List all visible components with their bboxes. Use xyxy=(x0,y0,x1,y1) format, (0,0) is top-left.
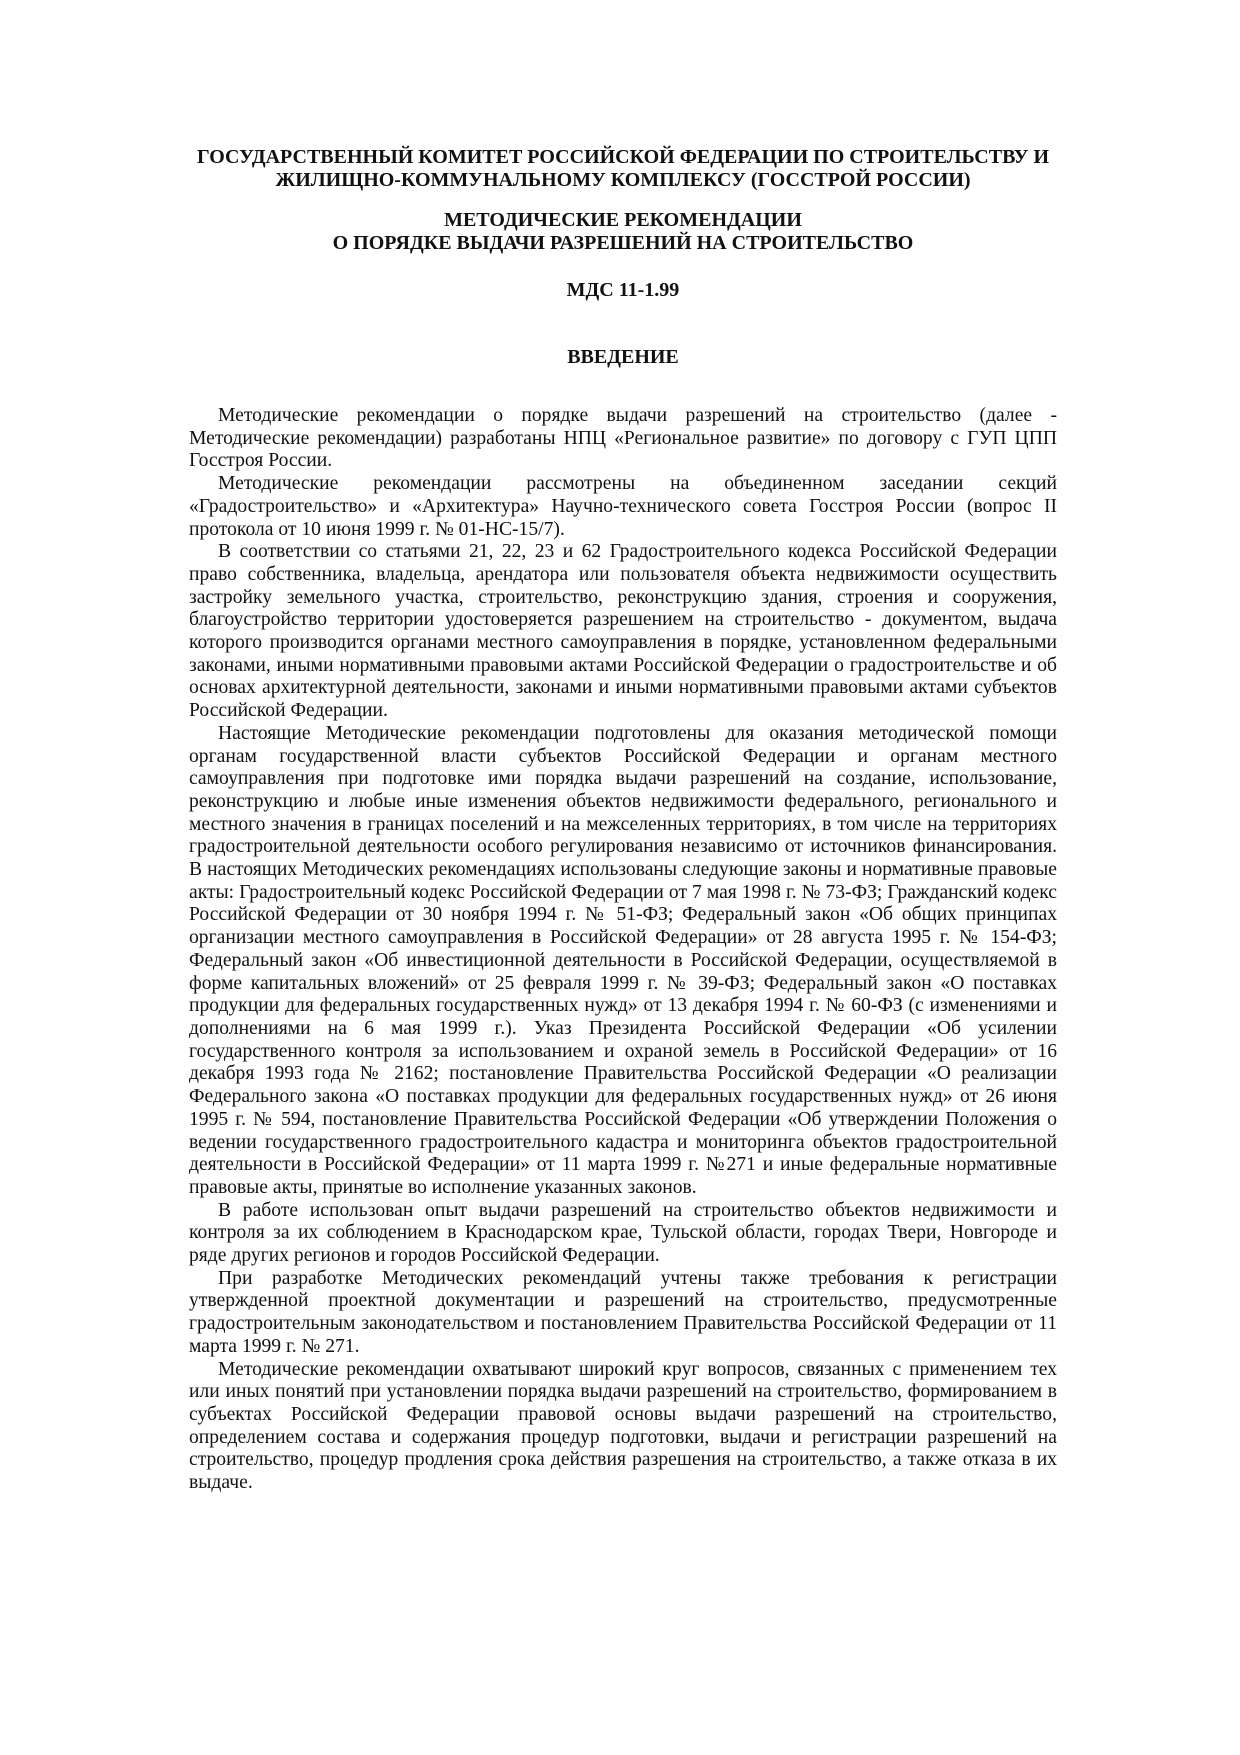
paragraph: В работе использован опыт выдачи разрешений на строительство объектов недвижимости и контроля за их соблюдением в Краснодарском крае, Тульской области, городах Твери, Новгороде и ряде других регионов и городов Российской Федерации. xyxy=(189,1199,1057,1267)
paragraph: Методические рекомендации рассмотрены на объединенном заседании секций «Градостроительство» и «Архитектура» Научно-технического совета Госстроя России (вопрос II протокола от 10 июня 1999 г. № 01-НС-15/7). xyxy=(189,473,1057,540)
introduction-body xyxy=(189,405,1057,1495)
section-heading-introduction: ВВЕДЕНИЕ xyxy=(567,346,679,368)
paragraph: Методические рекомендации о порядке выдачи разрешений на строительство (далее - Методические рекомендации) разработаны НПЦ «Региональное развитие» по договору с ГУП ЦПП Госстроя России. xyxy=(189,405,1057,472)
document-title-line-2: О ПОРЯДКЕ ВЫДАЧИ РАЗРЕШЕНИЙ НА СТРОИТЕЛЬСТВО xyxy=(332,232,914,254)
paragraph: Настоящие Методические рекомендации подготовлены для оказания методической помощи органам государственной власти субъектов Российской Федерации и органам местного самоуправления при подготовке ими порядка выдачи разрешений на создание, использование, реконструкцию и любые иные изменения объектов недвижимости федерального, регионального и местного значения в границах поселений и на межселенных территориях, в том числе на территориях градостроительной деятельности особого регулирования независимо от источников финансирования. В настоящих Методических рекомендациях использованы следующие законы и нормативные правовые акты: Градостроительный кодекс Российской Федерации от 7 мая 1998 г. № 73-ФЗ; Гражданский кодекс Российской Федерации от 30 ноября 1994 г. № 51-ФЗ; Федеральный закон «Об общих принципах организации местного самоуправления в Российской Федерации» от 28 августа 1995 г. № 154-ФЗ; Федеральный закон «Об инвестиционной деятельности в Российской Федерации, осуществляемой в форме капитальных вложений» от 25 февраля 1999 г. № 39-ФЗ; Федеральный закон «О поставках продукции для федеральных государственных нужд» от 13 декабря 1994 г. № 60-ФЗ (с изменениями и дополнениями на 6 мая 1999 г.). Указ Президента Российской Федерации «Об усилении государственного контроля за использованием и охраной земель в Российской Федерации» от 16 декабря 1993 года № 2162; постановление Правительства Российской Федерации «О реализации Федерального закона «О поставках продукции для федеральных государственных нужд» от 26 июня 1995 г. № 594, постановление Правительства Российской Федерации «Об утверждении Положения о ведении государственного градостроительного кадастра и мониторинга объектов градостроительной деятельности в Российской Федерации» от 11 марта 1999 г. №271 и иные федеральные нормативные правовые акты, принятые во исполнение указанных законов. xyxy=(189,722,1057,1198)
organization-heading: ГОСУДАРСТВЕННЫЙ КОМИТЕТ РОССИЙСКОЙ ФЕДЕРАЦИИ ПО СТРОИТЕЛЬСТВУ И ЖИЛИЩНО-КОММУНАЛЬНОМУ КОМПЛЕКСУ (ГОССТРОЙ РОССИИ) xyxy=(196,146,1050,191)
document-code: МДС 11-1.99 xyxy=(566,279,680,301)
document-title-line-1: МЕТОДИЧЕСКИЕ РЕКОМЕНДАЦИИ xyxy=(444,209,802,231)
document-page xyxy=(189,146,1057,1495)
paragraph: При разработке Методических рекомендаций учтены также требования к регистрации утвержденной проектной документации и разрешений на строительство, предусмотренные градостроительным законодательством и постановлением Правительства Российской Федерации от 11 марта 1999 г. № 271. xyxy=(189,1267,1057,1357)
paragraph: Методические рекомендации охватывают широкий круг вопросов, связанных с применением тех или иных понятий при установлении порядка выдачи разрешений на строительство, формированием в субъектах Российской Федерации правовой основы выдачи разрешений на строительство, определением состава и содержания процедур подготовки, выдачи и регистрации разрешений на строительство, процедур продления срока действия разрешения на строительство, а также отказа в их выдаче. xyxy=(189,1358,1057,1494)
paragraph: В соответствии со статьями 21, 22, 23 и 62 Градостроительного кодекса Российской Федерации право собственника, владельца, арендатора или пользователя объекта недвижимости осуществить застройку земельного участка, строительство, реконструкцию здания, строения и сооружения, благоустройство территории удостоверяется разрешением на строительство - документом, выдача которого производится органами местного самоуправления в порядке, установленном федеральными законами, иными нормативными правовыми актами Российской Федерации о градостроительстве и об основах архитектурной деятельности, законами и иными нормативными правовыми актами субъектов Российской Федерации. xyxy=(189,541,1057,722)
